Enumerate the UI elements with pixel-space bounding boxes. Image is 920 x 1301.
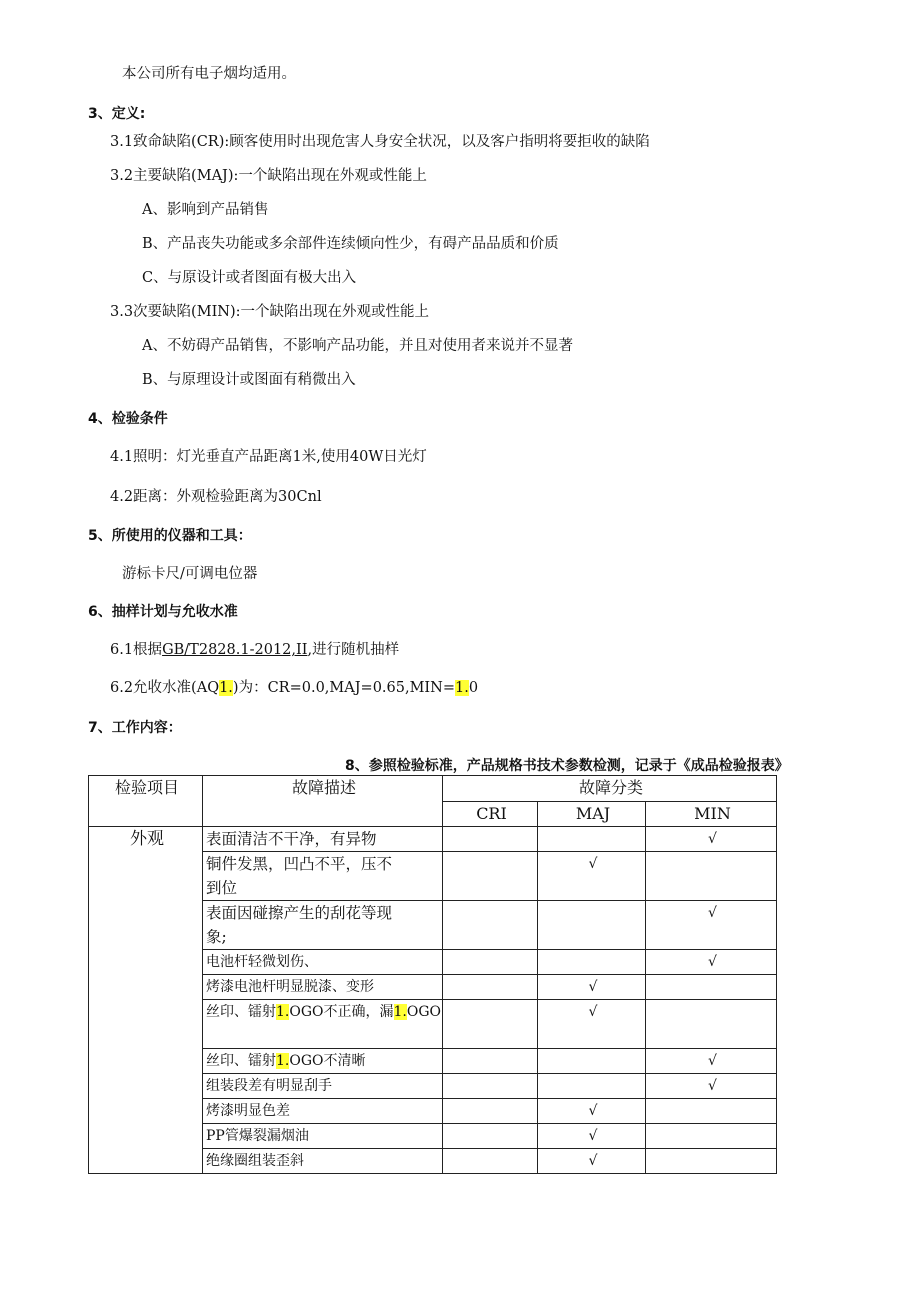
section-6-title: 6、抽样计划与允收水准 xyxy=(88,604,238,620)
cri-cell xyxy=(443,1074,538,1099)
table-row xyxy=(203,1049,443,1074)
table-row: 烤漆明显色差 xyxy=(203,1099,443,1124)
def-min: 3.3次要缺陷(MIN):一个缺陷出现在外观或性能上 xyxy=(110,304,430,320)
header-min: MIN xyxy=(646,802,777,827)
defect-classification-table xyxy=(88,775,777,1174)
sampling-standard xyxy=(110,640,399,660)
header-fault-description: 故障描述 xyxy=(203,776,443,827)
section-7-title: 7、工作内容： xyxy=(88,720,182,736)
section-5-title: 5、所使用的仪器和工具： xyxy=(88,528,252,544)
maj-cell xyxy=(538,950,646,975)
acceptance-level xyxy=(110,678,478,698)
standard-code: GB/T2828.1-2012,II xyxy=(162,642,308,658)
table-row xyxy=(203,901,443,950)
table-row xyxy=(203,1000,443,1049)
min-cell xyxy=(646,1124,777,1149)
def-maj-c: C、与原设计或者图面有极大出入 xyxy=(142,270,357,286)
aql-c: )为：CR=0.0,MAJ=0.65,MIN= xyxy=(232,680,455,696)
table-row: 绝缘圈组装歪斜 xyxy=(203,1149,443,1174)
min-check: √ xyxy=(646,1049,777,1074)
min-cell xyxy=(646,975,777,1000)
min-check: √ xyxy=(646,901,777,950)
row-text-hl: 1. xyxy=(393,1004,407,1020)
maj-check: √ xyxy=(538,975,646,1000)
def-maj-b: B、产品丧失功能或多余部件连续倾向性少，有碍产品品质和价质 xyxy=(142,236,559,252)
row-text: 丝印、镭射 xyxy=(206,1004,276,1020)
cri-cell xyxy=(443,1149,538,1174)
maj-check: √ xyxy=(538,852,646,901)
table-row: 表面清洁不干净，有异物 xyxy=(203,827,443,852)
table-row: 组装段差有明显刮手 xyxy=(203,1074,443,1099)
cri-cell xyxy=(443,901,538,950)
section-3-title: 3、定义: xyxy=(88,106,146,122)
aql-a: 6.2允收水准(AQ xyxy=(110,680,220,696)
table-row: 电池杆轻微划伤、 xyxy=(203,950,443,975)
tools-text: 游标卡尺/可调电位器 xyxy=(122,566,258,582)
row-desc-line1: 表面因碰擦产生的刮花等现 xyxy=(206,904,393,922)
min-cell xyxy=(646,1000,777,1049)
maj-cell xyxy=(538,827,646,852)
maj-cell xyxy=(538,1074,646,1099)
cri-cell xyxy=(443,1049,538,1074)
aql-b: 1. xyxy=(219,680,233,696)
table-row: PP管爆裂漏烟油 xyxy=(203,1124,443,1149)
sampling-pre: 6.1根据 xyxy=(110,642,163,658)
min-check: √ xyxy=(646,1074,777,1099)
cri-cell xyxy=(443,827,538,852)
aql-e: 0 xyxy=(468,680,479,696)
header-maj: MAJ xyxy=(538,802,646,827)
row-text-hl: 1. xyxy=(276,1053,290,1069)
cri-cell xyxy=(443,950,538,975)
header-cri: CRI xyxy=(443,802,538,827)
row-text: OGO不正确，漏 xyxy=(289,1004,394,1020)
row-text: OGO不清晰 xyxy=(289,1053,366,1069)
intro-text: 本公司所有电子烟均适用。 xyxy=(122,66,296,82)
def-maj: 3.2主要缺陷(MAJ):一个缺陷出现在外观或性能上 xyxy=(110,168,427,184)
aql-d: 1. xyxy=(455,680,469,696)
header-fault-class: 故障分类 xyxy=(443,776,777,802)
maj-check: √ xyxy=(538,1149,646,1174)
min-cell xyxy=(646,1149,777,1174)
row-text: OGO xyxy=(406,1004,441,1020)
def-maj-a: A、影响到产品销售 xyxy=(142,202,269,218)
def-min-a: A、不妨碍产品销售，不影响产品功能，并且对使用者来说并不显著 xyxy=(142,338,573,354)
cri-cell xyxy=(443,852,538,901)
header-inspection-item: 检验项目 xyxy=(89,776,203,827)
section-4-title: 4、检验条件 xyxy=(88,411,168,427)
min-check: √ xyxy=(646,827,777,852)
cri-cell xyxy=(443,975,538,1000)
category-appearance: 外观 xyxy=(89,827,203,1174)
cri-cell xyxy=(443,1000,538,1049)
row-desc-line1: 铜件发黑，凹凸不平，压不 xyxy=(206,855,393,873)
min-cell xyxy=(646,852,777,901)
maj-cell xyxy=(538,1049,646,1074)
row-text: 丝印、镭射 xyxy=(206,1053,276,1069)
cond-lighting: 4.1照明：灯光垂直产品距离1米,使用40W日光灯 xyxy=(110,449,427,465)
table-row xyxy=(203,852,443,901)
row-desc-line2: 象; xyxy=(206,928,227,946)
cond-distance: 4.2距离：外观检验距离为30Cnl xyxy=(110,489,322,505)
row-desc-line2: 到位 xyxy=(206,879,238,897)
def-min-b: B、与原理设计或图面有稍微出入 xyxy=(142,372,356,388)
def-cr: 3.1致命缺陷(CR):顾客使用时出现危害人身安全状况，以及客户指明将要拒收的缺陷 xyxy=(110,134,650,150)
table-row: 烤漆电池杆明显脱漆、变形 xyxy=(203,975,443,1000)
maj-check: √ xyxy=(538,1000,646,1049)
maj-check: √ xyxy=(538,1099,646,1124)
section-8-title: 8、参照检验标准，产品规格书技术参数检测，记录于《成品检验报表》 xyxy=(345,758,789,774)
cri-cell xyxy=(443,1124,538,1149)
sampling-post: ,进行随机抽样 xyxy=(307,642,400,658)
min-check: √ xyxy=(646,950,777,975)
cri-cell xyxy=(443,1099,538,1124)
maj-cell xyxy=(538,901,646,950)
row-text-hl: 1. xyxy=(276,1004,290,1020)
min-cell xyxy=(646,1099,777,1124)
maj-check: √ xyxy=(538,1124,646,1149)
